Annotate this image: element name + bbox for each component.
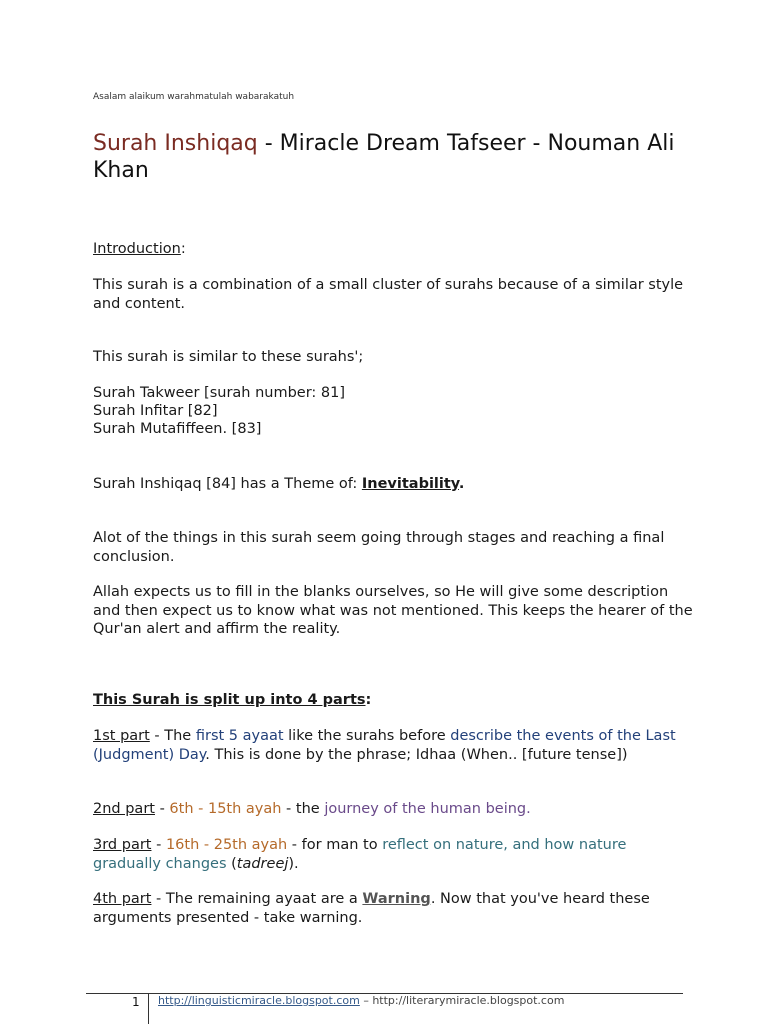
parts-heading-text: This Surah is split up into 4 parts	[93, 692, 366, 708]
part-1-text-c: like the surahs before	[283, 728, 451, 744]
part-3-text-e: (	[226, 855, 237, 872]
footer-separator	[148, 993, 149, 1024]
greeting: Asalam alaikum warahmatulah wabarakatuh	[93, 92, 295, 102]
page-number: 1	[132, 995, 140, 1009]
theme-suffix: .	[458, 476, 465, 492]
part-2-highlight-ayah: 6th - 15th ayah	[169, 801, 282, 817]
surah-list-item: Surah Mutafiffeen. [83]	[93, 421, 262, 437]
page-title	[93, 130, 713, 184]
part-1-highlight-ayaat: first 5 ayaat	[195, 728, 284, 744]
part-4-text-a: - The remaining ayaat are a	[151, 891, 363, 907]
title-rest: - Miracle Dream Tafseer - Nouman Ali Khan	[93, 131, 675, 183]
part-3-text-g: ).	[288, 855, 299, 872]
part-2-text-a: -	[154, 801, 170, 817]
part-1-label: 1st part	[93, 728, 150, 744]
theme-paragraph	[93, 475, 693, 494]
part-3-tadreej: tadreej	[236, 855, 289, 872]
parts-heading-colon: :	[365, 692, 372, 708]
intro-heading-text: Introduction	[93, 241, 181, 257]
intro-heading	[93, 240, 693, 259]
footer-link-literary: – http://literarymiracle.blogspot.com	[359, 994, 565, 1007]
parts-heading	[93, 691, 693, 710]
part-4-warning: Warning	[362, 891, 431, 907]
part-1-highlight-events: describe the events of the Last (Judgment) Day	[93, 728, 676, 763]
part-4-text-c: . Now that you've heard these arguments presented - take warning.	[93, 891, 650, 926]
part-1-text-e: . This is done by the phrase; Idhaa (When.. [future tense])	[205, 746, 628, 763]
intro-heading-colon: :	[180, 241, 186, 257]
part-3-text-c: - for man to	[287, 837, 383, 853]
part-3-text-a: -	[151, 837, 166, 853]
part-1-text-a: - The	[149, 728, 196, 744]
surah-list-item: Surah Takweer [surah number: 81]	[93, 385, 346, 401]
stages-paragraph: Alot of the things in this surah seem going through stages and reaching a final conclusion.	[93, 530, 665, 565]
footer-links	[158, 994, 564, 1007]
similar-paragraph: This surah is similar to these surahs';	[93, 349, 364, 365]
surah-list-item: Surah Infitar [82]	[93, 403, 218, 419]
part-2-paragraph	[93, 800, 693, 819]
theme-prefix: Surah Inshiqaq [84] has a Theme of:	[93, 476, 362, 492]
part-3-paragraph	[93, 836, 693, 873]
theme-word: Inevitability	[361, 476, 459, 492]
part-2-text-c: - the	[281, 801, 325, 817]
part-4-paragraph	[93, 890, 693, 927]
part-4-label: 4th part	[93, 891, 152, 907]
part-3-label: 3rd part	[93, 837, 152, 853]
part-2-label: 2nd part	[93, 801, 155, 817]
intro-paragraph: This surah is a combination of a small cluster of surahs because of a similar style and content.	[93, 277, 684, 312]
blanks-paragraph: Allah expects us to fill in the blanks ourselves, so He will give some description and then expect us to know what was not mentioned. This keeps the hearer of the Qur'an alert and affirm the reality.	[93, 584, 693, 637]
title-accent: Surah Inshiqaq	[93, 131, 258, 156]
part-1-paragraph	[93, 727, 693, 764]
part-2-highlight-journey: journey of the human being.	[324, 801, 531, 817]
part-3-highlight-ayah: 16th - 25th ayah	[165, 837, 288, 853]
footer-link-linguistic[interactable]: http://linguisticmiracle.blogspot.com	[158, 994, 360, 1007]
part-3-highlight-nature: reflect on nature, and how nature gradually changes	[93, 837, 627, 872]
